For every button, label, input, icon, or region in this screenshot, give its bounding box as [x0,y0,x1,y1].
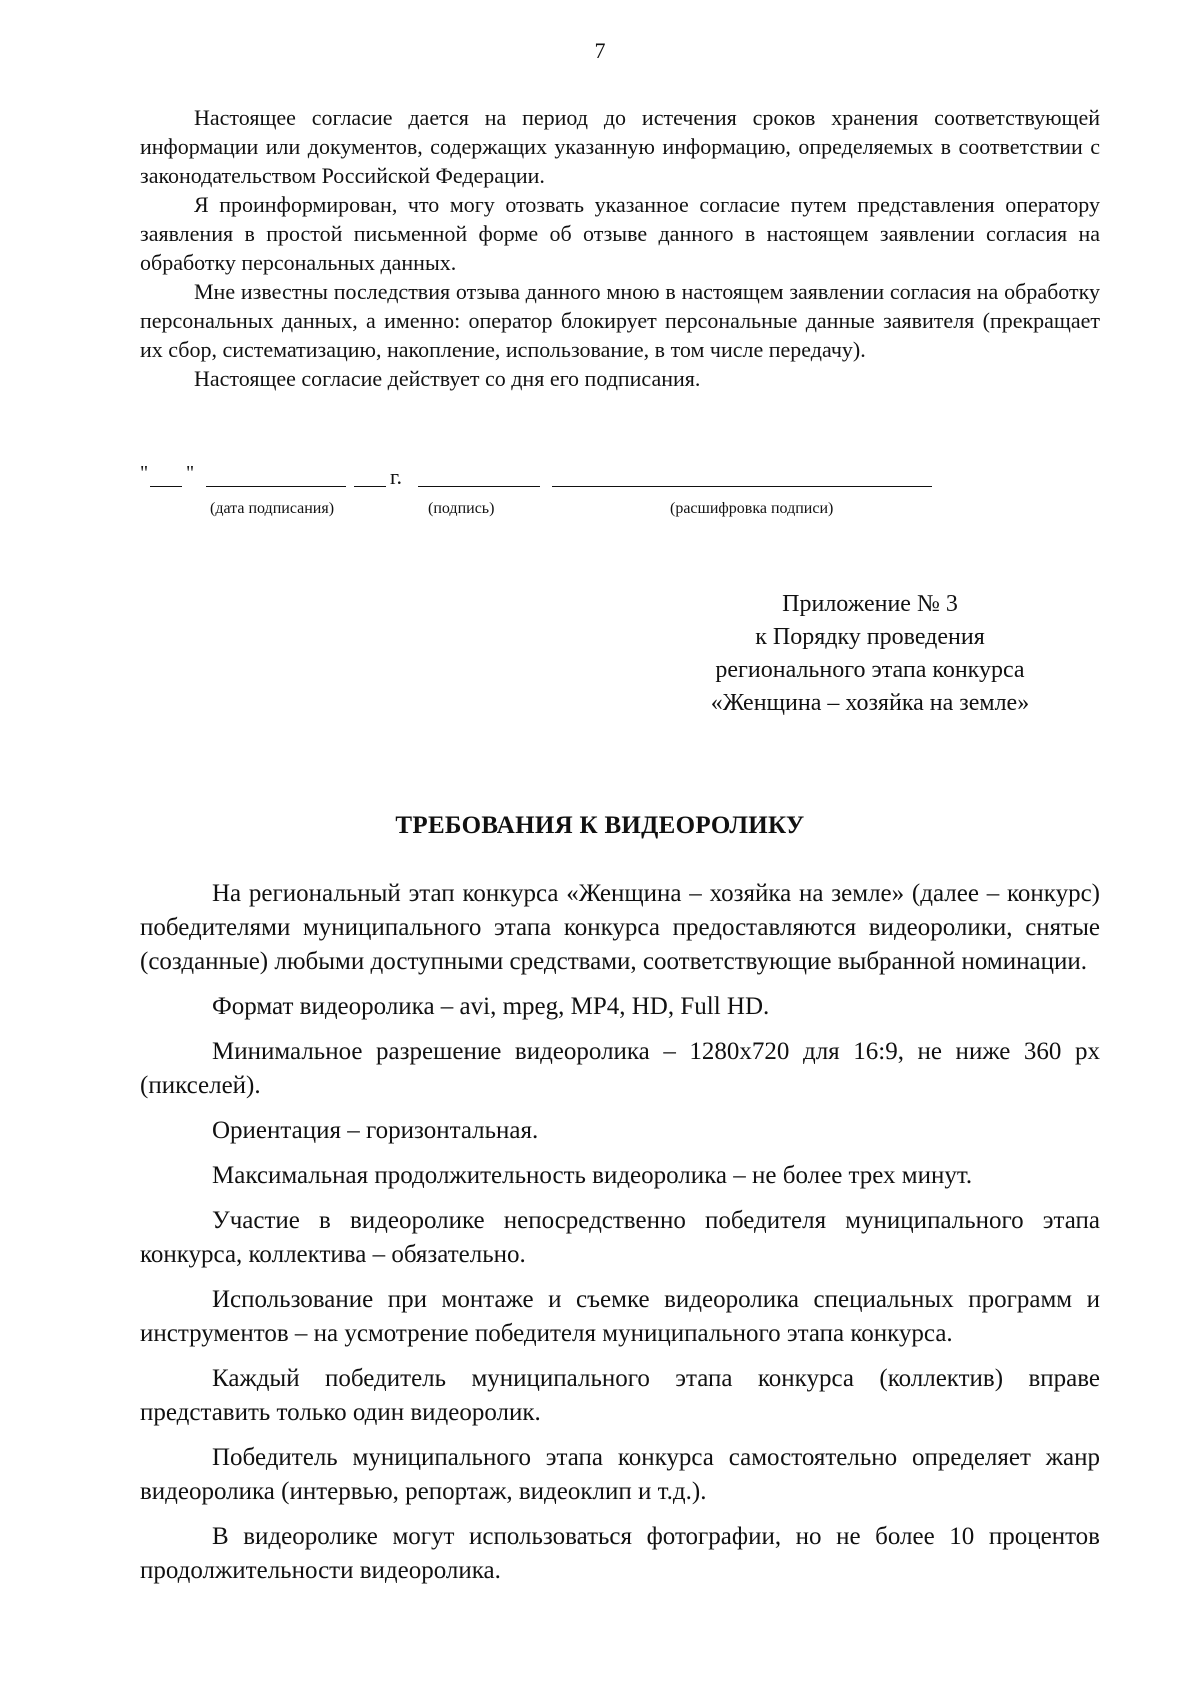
section-title: ТРЕБОВАНИЯ К ВИДЕОРОЛИКУ [395,812,805,839]
requirement-paragraph: Победитель муниципального этапа конкурса самостоятельно определяет жанр видеоролика (интервью, репортаж, видеоклип и т.д.). [140,1444,1100,1505]
signature-caption: (подпись) [428,500,495,517]
requirement-paragraph: Каждый победитель муниципального этапа конкурса (коллектив) вправе представить только один видеоролик. [140,1365,1100,1426]
appendix-line: Приложение № 3 [782,591,958,617]
appendix-line: регионального этапа конкурса [715,657,1025,683]
requirement-paragraph: Минимальное разрешение видеоролика – 1280x720 для 16:9, не ниже 360 px (пикселей). [140,1038,1100,1099]
appendix-header [660,588,1080,720]
appendix-line: «Женщина – хозяйка на земле» [710,690,1030,716]
requirement-paragraph: Участие в видеоролике непосредственно победителя муниципального этапа конкурса, коллектива – обязательно. [140,1207,1100,1268]
page-number: 7 [594,38,606,63]
quote-close: " [186,462,195,484]
year-line [354,486,386,487]
appendix-line: к Порядку проведения [755,624,985,650]
month-line [206,486,346,487]
requirement-paragraph: На региональный этап конкурса «Женщина – хозяйка на земле» (далее – конкурс) победителями муниципального этапа конкурса предоставляются видеоролики, снятые (созданные) любыми доступными средствами, соответствующие выбранной номинации. [140,880,1100,975]
year-suffix: г. [390,464,403,489]
signature-row [140,462,980,522]
consent-paragraph: Мне известны последствия отзыва данного мною в настоящем заявлении согласия на обработку персональных данных, а именно: оператор блокирует персональные данные заявителя (прекращает их сбор, систематизацию, накопление, использование, в том числе передачу). [140,279,1100,362]
decode-caption: (расшифровка подписи) [670,500,834,517]
consent-paragraph: Я проинформирован, что могу отозвать указанное согласие путем представления оператору заявления в простой письменной форме об отзыве данного в настоящем заявлении согласия на обработку персональных данных. [140,192,1100,275]
consent-text [140,103,1100,393]
requirement-paragraph: Максимальная продолжительность видеоролика – не более трех минут. [212,1162,973,1189]
quote-open: " [140,462,149,484]
date-caption: (дата подписания) [210,500,335,517]
requirement-paragraph: Использование при монтаже и съемке видеоролика специальных программ и инструментов – на усмотрение победителя муниципального этапа конкурса. [140,1286,1100,1347]
day-line [150,486,182,487]
requirements-text [140,877,1100,1599]
signature-line [418,486,540,487]
decode-line [552,486,932,487]
requirement-paragraph: В видеоролике могут использоваться фотографии, но не более 10 процентов продолжительности видеоролика. [140,1523,1100,1584]
consent-paragraph: Настоящее согласие дается на период до истечения сроков хранения соответствующей информации или документов, содержащих указанную информацию, определяемых в соответствии с законодательством Российской Федерации. [140,105,1100,188]
requirement-paragraph: Ориентация – горизонтальная. [212,1117,539,1144]
consent-paragraph: Настоящее согласие действует со дня его подписания. [194,366,701,391]
requirement-paragraph: Формат видеоролика – avi, mpeg, MP4, HD, Full HD. [212,993,770,1020]
